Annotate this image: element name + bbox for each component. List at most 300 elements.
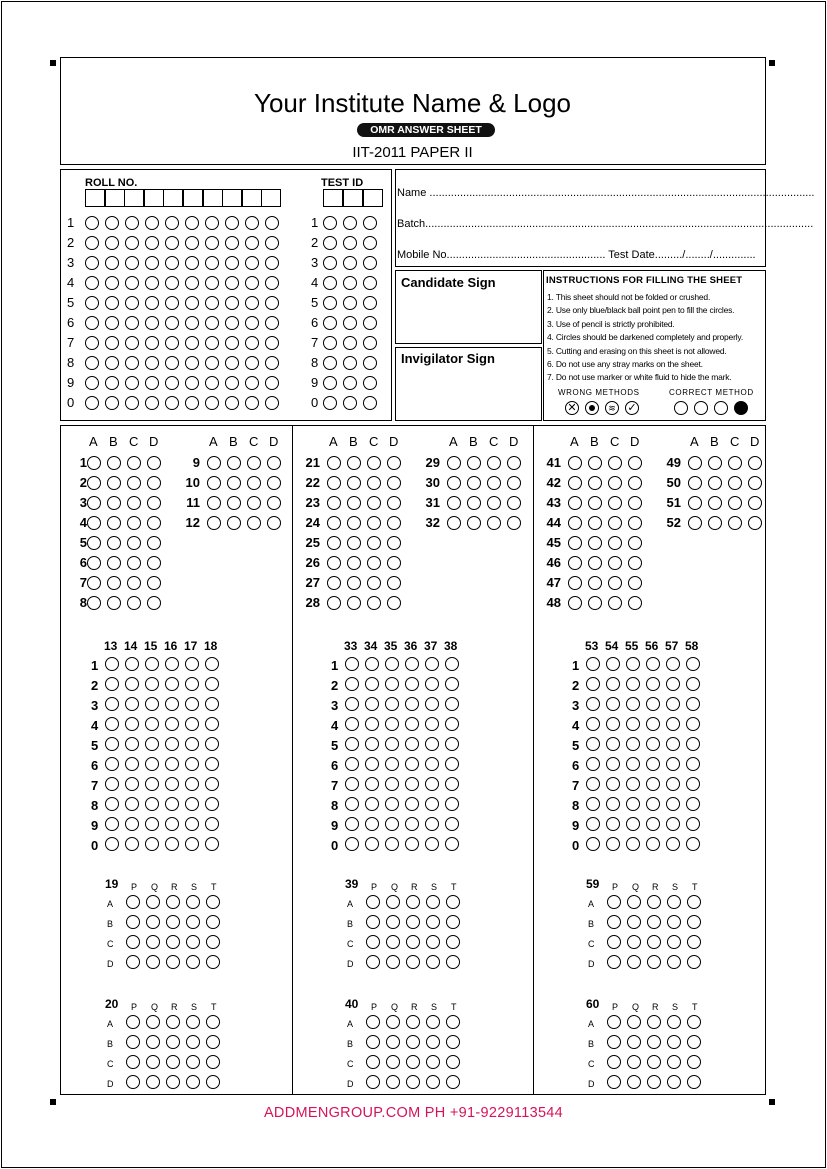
mobile-date-field[interactable]: Mobile No.................................................... Test Date........./......../..............: [397, 249, 756, 261]
matrix-bubble[interactable]: [206, 935, 220, 949]
answer-bubble[interactable]: [507, 496, 521, 510]
answer-bubble[interactable]: [127, 536, 141, 550]
answer-bubble[interactable]: [588, 556, 602, 570]
answer-bubble[interactable]: [628, 456, 642, 470]
integer-bubble[interactable]: [646, 817, 660, 831]
roll-bubble[interactable]: [85, 316, 99, 330]
integer-bubble[interactable]: [586, 757, 600, 771]
integer-bubble[interactable]: [345, 717, 359, 731]
matrix-bubble[interactable]: [146, 1075, 160, 1089]
roll-bubble[interactable]: [85, 356, 99, 370]
matrix-bubble[interactable]: [667, 1075, 681, 1089]
answer-bubble[interactable]: [748, 516, 762, 530]
answer-bubble[interactable]: [87, 596, 101, 610]
integer-bubble[interactable]: [125, 777, 139, 791]
roll-bubble[interactable]: [225, 396, 239, 410]
answer-bubble[interactable]: [568, 536, 582, 550]
matrix-bubble[interactable]: [386, 915, 400, 929]
integer-bubble[interactable]: [666, 837, 680, 851]
answer-bubble[interactable]: [628, 596, 642, 610]
answer-bubble[interactable]: [147, 516, 161, 530]
integer-bubble[interactable]: [646, 657, 660, 671]
integer-bubble[interactable]: [145, 797, 159, 811]
matrix-bubble[interactable]: [406, 895, 420, 909]
answer-bubble[interactable]: [107, 596, 121, 610]
integer-bubble[interactable]: [686, 757, 700, 771]
roll-bubble[interactable]: [185, 216, 199, 230]
integer-bubble[interactable]: [646, 677, 660, 691]
integer-bubble[interactable]: [626, 717, 640, 731]
matrix-bubble[interactable]: [406, 1035, 420, 1049]
answer-bubble[interactable]: [608, 516, 622, 530]
roll-bubble[interactable]: [205, 316, 219, 330]
integer-bubble[interactable]: [405, 657, 419, 671]
answer-bubble[interactable]: [387, 476, 401, 490]
integer-bubble[interactable]: [105, 697, 119, 711]
roll-bubble[interactable]: [245, 296, 259, 310]
roll-bubble[interactable]: [205, 216, 219, 230]
answer-bubble[interactable]: [487, 476, 501, 490]
matrix-bubble[interactable]: [386, 1015, 400, 1029]
answer-bubble[interactable]: [247, 456, 261, 470]
matrix-bubble[interactable]: [366, 1075, 380, 1089]
roll-bubble[interactable]: [85, 256, 99, 270]
integer-bubble[interactable]: [606, 817, 620, 831]
roll-digit-cell[interactable]: [203, 189, 223, 207]
integer-bubble[interactable]: [165, 797, 179, 811]
integer-bubble[interactable]: [165, 757, 179, 771]
matrix-bubble[interactable]: [146, 1015, 160, 1029]
roll-bubble[interactable]: [205, 276, 219, 290]
matrix-bubble[interactable]: [687, 955, 701, 969]
integer-bubble[interactable]: [405, 697, 419, 711]
integer-bubble[interactable]: [145, 817, 159, 831]
integer-bubble[interactable]: [606, 837, 620, 851]
roll-bubble[interactable]: [225, 376, 239, 390]
integer-bubble[interactable]: [345, 757, 359, 771]
integer-bubble[interactable]: [606, 777, 620, 791]
answer-bubble[interactable]: [347, 596, 361, 610]
name-field[interactable]: Name ..............................................................................................................................: [397, 187, 815, 199]
matrix-bubble[interactable]: [386, 1075, 400, 1089]
answer-bubble[interactable]: [327, 516, 341, 530]
answer-bubble[interactable]: [267, 456, 281, 470]
integer-bubble[interactable]: [586, 717, 600, 731]
roll-bubble[interactable]: [225, 316, 239, 330]
matrix-bubble[interactable]: [166, 955, 180, 969]
integer-bubble[interactable]: [365, 657, 379, 671]
integer-bubble[interactable]: [666, 777, 680, 791]
matrix-bubble[interactable]: [126, 915, 140, 929]
matrix-bubble[interactable]: [146, 895, 160, 909]
integer-bubble[interactable]: [145, 757, 159, 771]
roll-digit-cell[interactable]: [183, 189, 203, 207]
roll-bubble[interactable]: [105, 276, 119, 290]
integer-bubble[interactable]: [365, 717, 379, 731]
roll-bubble[interactable]: [125, 336, 139, 350]
test-id-bubble[interactable]: [323, 336, 337, 350]
test-id-bubble[interactable]: [323, 276, 337, 290]
roll-bubble[interactable]: [265, 296, 279, 310]
test-id-bubble[interactable]: [323, 376, 337, 390]
integer-bubble[interactable]: [165, 737, 179, 751]
matrix-bubble[interactable]: [366, 895, 380, 909]
integer-bubble[interactable]: [445, 737, 459, 751]
matrix-bubble[interactable]: [386, 895, 400, 909]
answer-bubble[interactable]: [367, 476, 381, 490]
answer-bubble[interactable]: [748, 456, 762, 470]
roll-bubble[interactable]: [165, 256, 179, 270]
integer-bubble[interactable]: [185, 737, 199, 751]
matrix-bubble[interactable]: [206, 1055, 220, 1069]
matrix-bubble[interactable]: [426, 1055, 440, 1069]
integer-bubble[interactable]: [205, 657, 219, 671]
answer-bubble[interactable]: [487, 516, 501, 530]
answer-bubble[interactable]: [327, 536, 341, 550]
answer-bubble[interactable]: [688, 456, 702, 470]
answer-bubble[interactable]: [447, 516, 461, 530]
integer-bubble[interactable]: [385, 817, 399, 831]
integer-bubble[interactable]: [205, 757, 219, 771]
matrix-bubble[interactable]: [667, 1055, 681, 1069]
matrix-bubble[interactable]: [126, 955, 140, 969]
integer-bubble[interactable]: [125, 757, 139, 771]
roll-bubble[interactable]: [185, 316, 199, 330]
integer-bubble[interactable]: [125, 837, 139, 851]
answer-bubble[interactable]: [568, 456, 582, 470]
integer-bubble[interactable]: [385, 737, 399, 751]
answer-bubble[interactable]: [267, 476, 281, 490]
integer-bubble[interactable]: [686, 777, 700, 791]
integer-bubble[interactable]: [666, 697, 680, 711]
roll-bubble[interactable]: [85, 236, 99, 250]
roll-digit-cell[interactable]: [85, 189, 105, 207]
integer-bubble[interactable]: [105, 657, 119, 671]
matrix-bubble[interactable]: [647, 1075, 661, 1089]
test-id-bubble[interactable]: [343, 356, 357, 370]
matrix-bubble[interactable]: [607, 1015, 621, 1029]
integer-bubble[interactable]: [345, 797, 359, 811]
matrix-bubble[interactable]: [166, 1075, 180, 1089]
matrix-bubble[interactable]: [186, 1035, 200, 1049]
roll-bubble[interactable]: [105, 316, 119, 330]
integer-bubble[interactable]: [666, 797, 680, 811]
matrix-bubble[interactable]: [206, 1015, 220, 1029]
integer-bubble[interactable]: [125, 657, 139, 671]
matrix-bubble[interactable]: [667, 1015, 681, 1029]
answer-bubble[interactable]: [107, 496, 121, 510]
roll-bubble[interactable]: [85, 376, 99, 390]
roll-bubble[interactable]: [245, 256, 259, 270]
integer-bubble[interactable]: [165, 777, 179, 791]
integer-bubble[interactable]: [425, 777, 439, 791]
matrix-bubble[interactable]: [206, 1035, 220, 1049]
answer-bubble[interactable]: [367, 456, 381, 470]
answer-bubble[interactable]: [688, 476, 702, 490]
matrix-bubble[interactable]: [406, 1055, 420, 1069]
matrix-bubble[interactable]: [446, 955, 460, 969]
matrix-bubble[interactable]: [446, 1055, 460, 1069]
test-id-bubble[interactable]: [363, 316, 377, 330]
roll-bubble[interactable]: [105, 356, 119, 370]
matrix-bubble[interactable]: [406, 915, 420, 929]
integer-bubble[interactable]: [365, 697, 379, 711]
answer-bubble[interactable]: [247, 476, 261, 490]
integer-bubble[interactable]: [586, 797, 600, 811]
matrix-bubble[interactable]: [627, 1055, 641, 1069]
test-id-bubble[interactable]: [363, 336, 377, 350]
roll-bubble[interactable]: [145, 256, 159, 270]
answer-bubble[interactable]: [608, 476, 622, 490]
roll-bubble[interactable]: [125, 316, 139, 330]
roll-bubble[interactable]: [125, 216, 139, 230]
integer-bubble[interactable]: [606, 677, 620, 691]
integer-bubble[interactable]: [185, 757, 199, 771]
integer-bubble[interactable]: [185, 697, 199, 711]
integer-bubble[interactable]: [145, 777, 159, 791]
integer-bubble[interactable]: [666, 757, 680, 771]
integer-bubble[interactable]: [405, 737, 419, 751]
answer-bubble[interactable]: [588, 516, 602, 530]
roll-bubble[interactable]: [145, 296, 159, 310]
integer-bubble[interactable]: [425, 677, 439, 691]
integer-bubble[interactable]: [425, 697, 439, 711]
integer-bubble[interactable]: [205, 817, 219, 831]
integer-bubble[interactable]: [185, 797, 199, 811]
integer-bubble[interactable]: [385, 697, 399, 711]
roll-bubble[interactable]: [105, 256, 119, 270]
answer-bubble[interactable]: [147, 456, 161, 470]
integer-bubble[interactable]: [646, 797, 660, 811]
matrix-bubble[interactable]: [687, 1055, 701, 1069]
answer-bubble[interactable]: [147, 576, 161, 590]
answer-bubble[interactable]: [568, 596, 582, 610]
matrix-bubble[interactable]: [607, 935, 621, 949]
roll-bubble[interactable]: [225, 276, 239, 290]
roll-bubble[interactable]: [265, 216, 279, 230]
integer-bubble[interactable]: [646, 717, 660, 731]
test-id-bubble[interactable]: [323, 216, 337, 230]
test-id-bubble[interactable]: [363, 356, 377, 370]
integer-bubble[interactable]: [686, 817, 700, 831]
answer-bubble[interactable]: [608, 456, 622, 470]
answer-bubble[interactable]: [267, 516, 281, 530]
integer-bubble[interactable]: [425, 797, 439, 811]
answer-bubble[interactable]: [568, 516, 582, 530]
roll-digit-cell[interactable]: [144, 189, 164, 207]
integer-bubble[interactable]: [205, 837, 219, 851]
matrix-bubble[interactable]: [446, 895, 460, 909]
test-id-bubble[interactable]: [363, 376, 377, 390]
answer-bubble[interactable]: [467, 456, 481, 470]
roll-bubble[interactable]: [165, 356, 179, 370]
answer-bubble[interactable]: [87, 496, 101, 510]
matrix-bubble[interactable]: [166, 935, 180, 949]
matrix-bubble[interactable]: [366, 1035, 380, 1049]
integer-bubble[interactable]: [626, 697, 640, 711]
roll-bubble[interactable]: [105, 336, 119, 350]
integer-bubble[interactable]: [586, 657, 600, 671]
answer-bubble[interactable]: [327, 576, 341, 590]
matrix-bubble[interactable]: [186, 955, 200, 969]
matrix-bubble[interactable]: [206, 915, 220, 929]
answer-bubble[interactable]: [87, 516, 101, 530]
roll-bubble[interactable]: [125, 256, 139, 270]
integer-bubble[interactable]: [205, 797, 219, 811]
integer-bubble[interactable]: [365, 797, 379, 811]
integer-bubble[interactable]: [445, 677, 459, 691]
integer-bubble[interactable]: [105, 677, 119, 691]
matrix-bubble[interactable]: [687, 935, 701, 949]
roll-bubble[interactable]: [165, 236, 179, 250]
integer-bubble[interactable]: [185, 817, 199, 831]
integer-bubble[interactable]: [145, 717, 159, 731]
matrix-bubble[interactable]: [687, 915, 701, 929]
roll-bubble[interactable]: [265, 276, 279, 290]
roll-digit-cell[interactable]: [242, 189, 262, 207]
integer-bubble[interactable]: [626, 757, 640, 771]
roll-bubble[interactable]: [225, 216, 239, 230]
integer-bubble[interactable]: [345, 697, 359, 711]
matrix-bubble[interactable]: [126, 1035, 140, 1049]
integer-bubble[interactable]: [586, 777, 600, 791]
roll-bubble[interactable]: [145, 336, 159, 350]
integer-bubble[interactable]: [586, 837, 600, 851]
matrix-bubble[interactable]: [607, 1035, 621, 1049]
integer-bubble[interactable]: [205, 737, 219, 751]
integer-bubble[interactable]: [606, 697, 620, 711]
roll-bubble[interactable]: [145, 396, 159, 410]
answer-bubble[interactable]: [327, 476, 341, 490]
integer-bubble[interactable]: [125, 677, 139, 691]
matrix-bubble[interactable]: [426, 1075, 440, 1089]
answer-bubble[interactable]: [608, 536, 622, 550]
answer-bubble[interactable]: [367, 516, 381, 530]
matrix-bubble[interactable]: [627, 1075, 641, 1089]
answer-bubble[interactable]: [327, 596, 341, 610]
roll-bubble[interactable]: [165, 316, 179, 330]
matrix-bubble[interactable]: [627, 915, 641, 929]
integer-bubble[interactable]: [445, 757, 459, 771]
roll-bubble[interactable]: [205, 236, 219, 250]
answer-bubble[interactable]: [127, 596, 141, 610]
answer-bubble[interactable]: [87, 556, 101, 570]
answer-bubble[interactable]: [467, 516, 481, 530]
answer-bubble[interactable]: [127, 576, 141, 590]
matrix-bubble[interactable]: [386, 935, 400, 949]
roll-bubble[interactable]: [165, 396, 179, 410]
integer-bubble[interactable]: [125, 717, 139, 731]
matrix-bubble[interactable]: [366, 1055, 380, 1069]
answer-bubble[interactable]: [447, 456, 461, 470]
matrix-bubble[interactable]: [366, 935, 380, 949]
answer-bubble[interactable]: [247, 516, 261, 530]
integer-bubble[interactable]: [145, 837, 159, 851]
integer-bubble[interactable]: [425, 757, 439, 771]
integer-bubble[interactable]: [385, 677, 399, 691]
roll-bubble[interactable]: [185, 296, 199, 310]
roll-bubble[interactable]: [185, 356, 199, 370]
matrix-bubble[interactable]: [186, 1015, 200, 1029]
answer-bubble[interactable]: [347, 576, 361, 590]
roll-bubble[interactable]: [105, 396, 119, 410]
integer-bubble[interactable]: [445, 697, 459, 711]
test-id-bubble[interactable]: [343, 396, 357, 410]
matrix-bubble[interactable]: [146, 1055, 160, 1069]
integer-bubble[interactable]: [646, 697, 660, 711]
integer-bubble[interactable]: [686, 797, 700, 811]
answer-bubble[interactable]: [728, 456, 742, 470]
roll-bubble[interactable]: [165, 336, 179, 350]
integer-bubble[interactable]: [686, 737, 700, 751]
integer-bubble[interactable]: [165, 697, 179, 711]
roll-bubble[interactable]: [125, 356, 139, 370]
integer-bubble[interactable]: [666, 817, 680, 831]
roll-bubble[interactable]: [225, 296, 239, 310]
roll-bubble[interactable]: [85, 336, 99, 350]
matrix-bubble[interactable]: [647, 1035, 661, 1049]
roll-bubble[interactable]: [205, 296, 219, 310]
answer-bubble[interactable]: [467, 476, 481, 490]
roll-bubble[interactable]: [125, 236, 139, 250]
integer-bubble[interactable]: [385, 757, 399, 771]
roll-bubble[interactable]: [245, 236, 259, 250]
answer-bubble[interactable]: [127, 556, 141, 570]
matrix-bubble[interactable]: [647, 1055, 661, 1069]
integer-bubble[interactable]: [205, 717, 219, 731]
answer-bubble[interactable]: [708, 456, 722, 470]
integer-bubble[interactable]: [365, 677, 379, 691]
matrix-bubble[interactable]: [386, 955, 400, 969]
integer-bubble[interactable]: [205, 777, 219, 791]
matrix-bubble[interactable]: [446, 1075, 460, 1089]
test-id-bubble[interactable]: [363, 296, 377, 310]
test-id-bubble[interactable]: [323, 256, 337, 270]
answer-bubble[interactable]: [728, 496, 742, 510]
answer-bubble[interactable]: [387, 496, 401, 510]
matrix-bubble[interactable]: [667, 1035, 681, 1049]
integer-bubble[interactable]: [425, 837, 439, 851]
answer-bubble[interactable]: [127, 456, 141, 470]
roll-bubble[interactable]: [165, 216, 179, 230]
integer-bubble[interactable]: [666, 737, 680, 751]
integer-bubble[interactable]: [586, 677, 600, 691]
matrix-bubble[interactable]: [386, 1055, 400, 1069]
answer-bubble[interactable]: [628, 516, 642, 530]
answer-bubble[interactable]: [588, 576, 602, 590]
integer-bubble[interactable]: [666, 657, 680, 671]
matrix-bubble[interactable]: [146, 1035, 160, 1049]
answer-bubble[interactable]: [227, 456, 241, 470]
integer-bubble[interactable]: [586, 817, 600, 831]
roll-bubble[interactable]: [85, 216, 99, 230]
integer-bubble[interactable]: [145, 737, 159, 751]
integer-bubble[interactable]: [185, 777, 199, 791]
answer-bubble[interactable]: [588, 476, 602, 490]
matrix-bubble[interactable]: [126, 935, 140, 949]
answer-bubble[interactable]: [127, 476, 141, 490]
answer-bubble[interactable]: [608, 596, 622, 610]
matrix-bubble[interactable]: [647, 895, 661, 909]
integer-bubble[interactable]: [145, 697, 159, 711]
roll-bubble[interactable]: [205, 396, 219, 410]
batch-field[interactable]: Batch...............................................................................................................................: [397, 218, 814, 230]
test-id-bubble[interactable]: [343, 296, 357, 310]
answer-bubble[interactable]: [387, 516, 401, 530]
integer-bubble[interactable]: [626, 797, 640, 811]
integer-bubble[interactable]: [385, 717, 399, 731]
roll-bubble[interactable]: [165, 296, 179, 310]
